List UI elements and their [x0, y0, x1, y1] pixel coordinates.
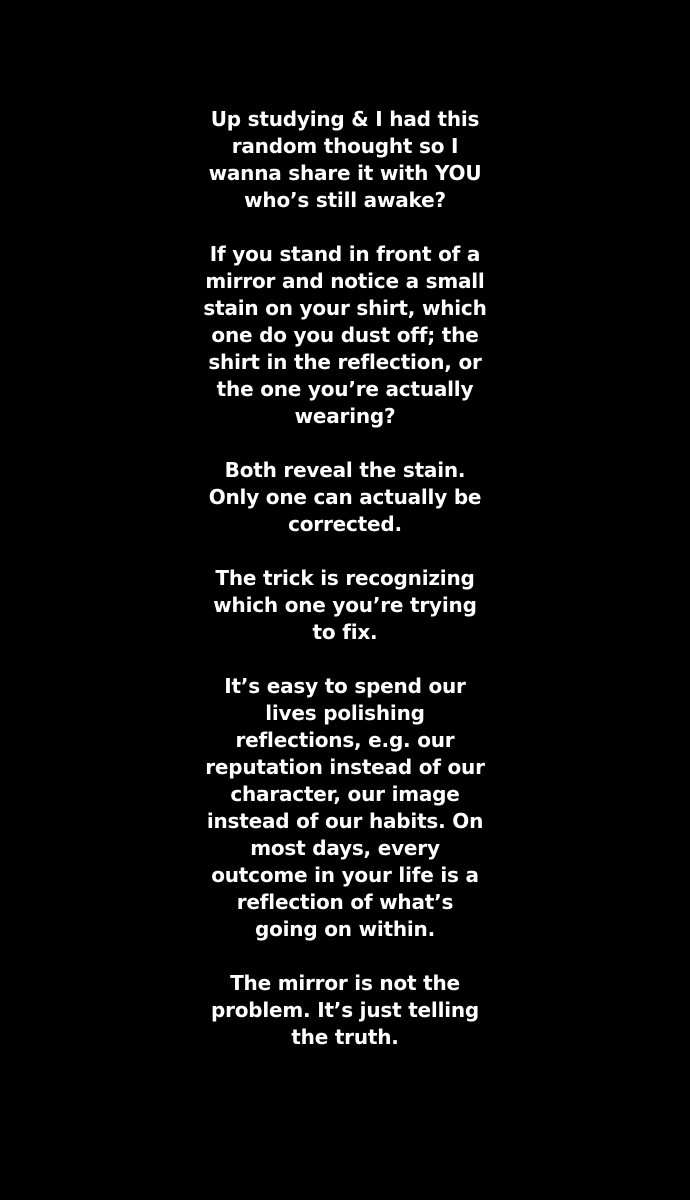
- text-line: lives polishing: [265, 701, 425, 725]
- text-line: most days, every: [250, 836, 440, 860]
- text-line: Both reveal the stain.: [224, 458, 466, 482]
- paragraph-trick: [190, 565, 500, 646]
- text-line: wanna share it with YOU: [208, 161, 482, 185]
- text-line: stain on your shirt, which: [203, 296, 487, 320]
- text-line: character, our image: [230, 782, 460, 806]
- text-line: who’s still awake?: [244, 188, 446, 212]
- text-line: problem. It’s just telling: [210, 998, 480, 1022]
- text-line: going on within.: [255, 917, 435, 941]
- text-line: shirt in the reflection, or: [208, 350, 482, 374]
- text-line: reputation instead of our: [205, 755, 485, 779]
- text-line: If you stand in front of a: [209, 242, 481, 266]
- text-line: Only one can actually be: [208, 485, 482, 509]
- text-line: to fix.: [312, 620, 378, 644]
- text-line: corrected.: [288, 512, 402, 536]
- text-line: It’s easy to spend our: [224, 674, 466, 698]
- paragraph-mirror-question: [190, 241, 500, 430]
- paragraph-truth: [190, 970, 500, 1051]
- text-line: reflections, e.g. our: [235, 728, 455, 752]
- text-line: one do you dust off; the: [211, 323, 479, 347]
- text-line: which one you’re trying: [213, 593, 477, 617]
- text-line: instead of our habits. On: [206, 809, 484, 833]
- text-line: The trick is recognizing: [215, 566, 475, 590]
- text-line: the truth.: [291, 1025, 399, 1049]
- text-line: mirror and notice a small: [205, 269, 485, 293]
- story-text-block: [190, 106, 500, 1051]
- text-line: outcome in your life is a: [211, 863, 479, 887]
- paragraph-reflections: [190, 673, 500, 943]
- text-line: random thought so I: [231, 134, 459, 158]
- paragraph-intro: [190, 106, 500, 214]
- text-line: Up studying & I had this: [210, 107, 480, 131]
- text-line: the one you’re actually: [216, 377, 474, 401]
- paragraph-stain: [190, 457, 500, 538]
- text-line: The mirror is not the: [230, 971, 460, 995]
- text-line: wearing?: [294, 404, 396, 428]
- text-line: reflection of what’s: [236, 890, 454, 914]
